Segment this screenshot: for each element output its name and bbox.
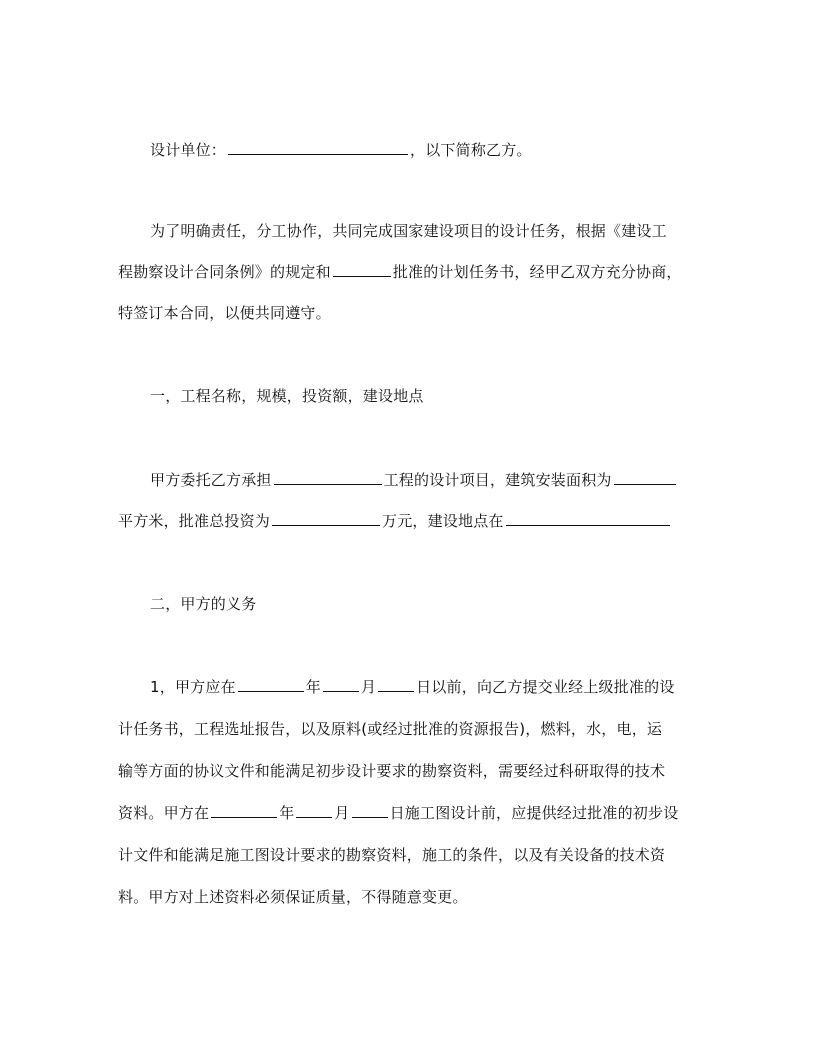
day-blank-2 [352,803,388,818]
preamble-line-2 [118,262,708,282]
section-2-p1-line-4-end: 日施工图设计前，应提供经过批准的初步设 [389,804,679,822]
month-label-1: 月 [360,678,377,696]
design-unit-suffix: ，以下简称乙方。 [410,141,532,159]
approval-authority-blank [333,262,391,277]
section-1-line-1 [150,470,710,490]
section-2-p1-line-1-start: 1，甲方应在 [150,678,236,696]
day-blank-1 [378,677,414,692]
construction-site-blank [506,511,670,526]
month-blank-1 [323,677,359,692]
month-label-2: 月 [334,804,350,822]
year-blank-1 [238,677,304,692]
total-investment-blank [272,511,380,526]
year-label-1: 年 [305,678,321,696]
preamble-line-1: 为了明确责任，分工协作，共同完成国家建设项目的设计任务，根据《建设工 [150,222,667,240]
section-1-line-1-start: 甲方委托乙方承担 [150,471,272,489]
design-unit-label: 设计单位： [150,141,227,159]
preamble-line-3: 特签订本合同，以便共同遵守。 [118,304,331,322]
year-label-2: 年 [279,804,295,822]
section-2-p1-line-4 [118,803,708,823]
section-2-p1-line-6: 料。甲方对上述资料必须保证质量，不得随意变更。 [118,888,468,906]
section-1-line-2-mid: 万元，建设地点在 [382,512,504,530]
section-1-line-2 [118,511,708,531]
section-1-heading: 一，工程名称，规模，投资额，建设地点 [150,387,424,405]
section-1-line-1-mid: 工程的设计项目，建筑安装面积为 [383,471,612,489]
preamble-line-2-end: 批准的计划任务书，经甲乙双方充分协商， [392,263,682,281]
section-1-line-2-start: 平方米，批准总投资为 [118,512,271,530]
section-2-p1-line-1 [150,677,710,697]
section-2-heading: 二，甲方的义务 [150,595,257,613]
installation-area-blank [614,470,676,485]
section-2-p1-line-3: 输等方面的协议文件和能满足初步设计要求的勘察资料，需要经过科研取得的技术 [118,762,666,780]
section-2-p1-line-2: 计任务书，工程选址报告，以及原料(或经过批准的资源报告)，燃料，水，电，运 [118,720,663,738]
year-blank-2 [211,803,277,818]
project-name-blank [274,470,382,485]
month-blank-2 [296,803,332,818]
preamble-line-2-start: 程勘察设计合同条例》的规定和 [118,263,331,281]
section-2-p1-line-5: 计文件和能满足施工图设计要求的勘察资料，施工的条件，以及有关设备的技术资 [118,846,666,864]
design-unit-line [150,140,710,160]
design-unit-blank [228,140,408,155]
section-2-p1-line-4-start: 资料。甲方在 [118,804,210,822]
section-2-p1-line-1-end: 日以前，向乙方提交业经上级批准的设 [416,678,675,696]
